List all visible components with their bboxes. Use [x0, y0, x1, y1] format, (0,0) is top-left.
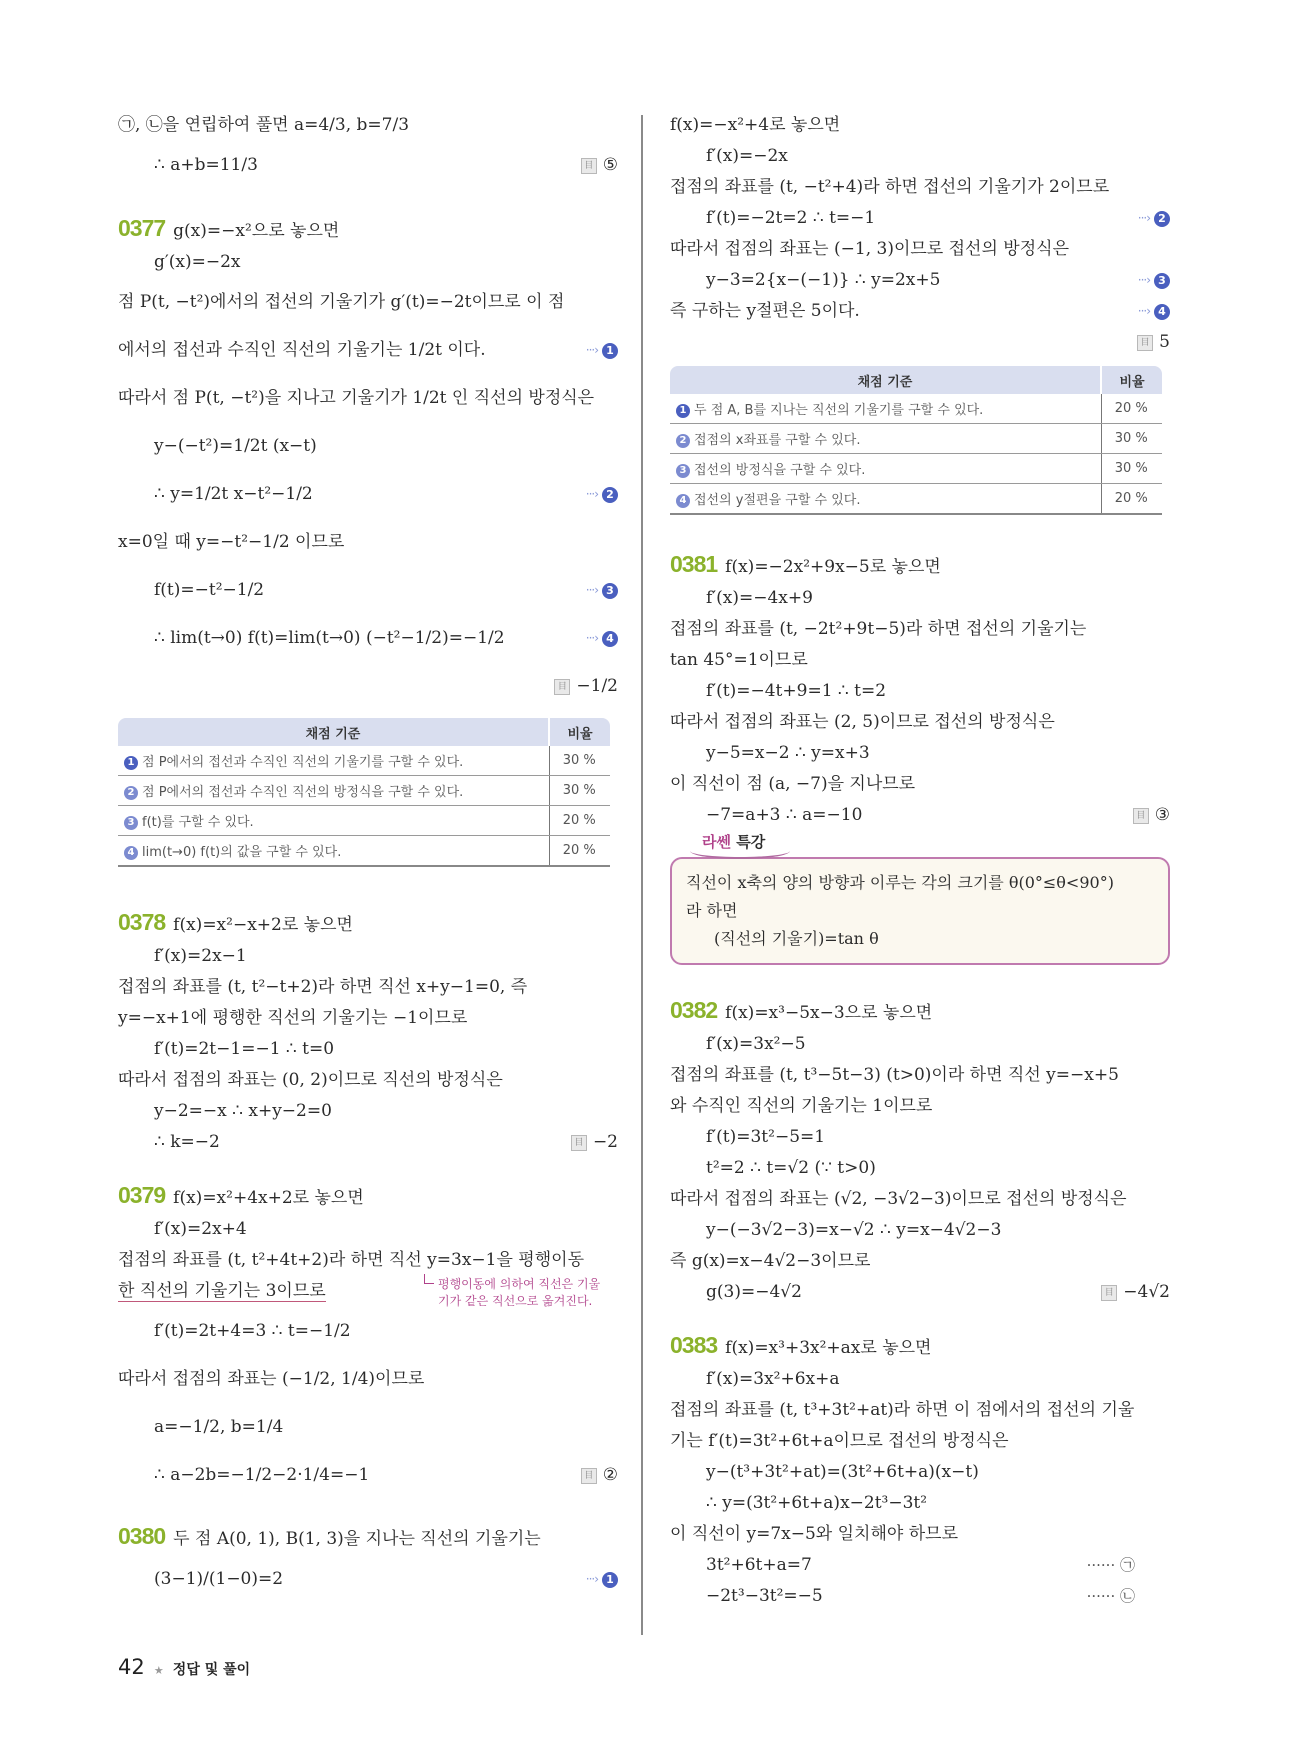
answer-icon: 目 [581, 158, 597, 174]
margin-annotation: 평행이동에 의하여 직선은 기울기가 같은 직선으로 옮겨진다. [438, 1276, 608, 1310]
answer-icon: 目 [1133, 808, 1149, 824]
equation-ref: ······ ㉠ [1086, 1556, 1135, 1574]
step-marker-1: ···› 1 [586, 326, 618, 374]
step-marker-2: ···› 2 [1138, 203, 1170, 234]
problem-number: 0379 [118, 1182, 166, 1208]
table-row: 1 점 P에서의 접선과 수직인 직선의 기울기를 구할 수 있다. 30 % [118, 746, 610, 776]
step-marker-3: ···› 3 [1138, 265, 1170, 296]
problem-0380-continued: f(x)=−x²+4로 놓으면 f′(x)=−2x 접점의 좌표를 (t, −t²+4)라 하면 접선의 기울기가 2이므로 f′(t)=−2t=2 ∴ t=−1 ···› 2 따라서 접점의 좌표는 (−1, 3)이므로 접선의 방정식은 y−3=2{x−(−1)} ∴ y=2x+5 ···› 3 즉 구하는 y절편은 5이다. ···› 4 目 5 채점 기준 비율 1 두 점 A, B를 지나는 직선의 기울기를 구할 수 있다. 20 % 2 접점의 x좌표를 구할 수 있다. 30 % 3 접선의 방정식을 구할 수 있다. 30 % 4 접선의 y절편을 구할 수 있다. 20 % [670, 110, 1170, 515]
grading-table: 채점 기준 비율 1 두 점 A, B를 지나는 직선의 기울기를 구할 수 있다. 20 % 2 접점의 x좌표를 구할 수 있다. 30 % 3 접선의 방정식을 구할 수 있다. 30 % 4 접선의 y절편을 구할 수 있다. 20 % [670, 366, 1162, 515]
answer-mark: 目 ⑤ [581, 141, 618, 189]
answer-mark: 目 5 [1137, 327, 1170, 358]
solution-line: ∴ a+b=11/3 目 ⑤ [118, 141, 618, 189]
answer-mark: 目 −1/2 [554, 662, 618, 710]
problem-number: 0381 [670, 551, 718, 577]
step-marker-2: ···› 2 [586, 470, 618, 518]
answer-icon: 目 [554, 679, 570, 695]
answer-icon: 目 [571, 1135, 587, 1151]
answer-mark: 目 −4√2 [1101, 1277, 1170, 1308]
answer-icon: 目 [581, 1468, 597, 1484]
table-row: 1 두 점 A, B를 지나는 직선의 기울기를 구할 수 있다. 20 % [670, 394, 1162, 424]
column-divider [641, 115, 643, 1635]
left-column [118, 110, 618, 1603]
special-lecture-note: 라쎈 특강 직선이 x축의 양의 방향과 이루는 각의 크기를 θ(0°≤θ<90°) 라 하면 (직선의 기울기)=tan θ [670, 857, 1170, 965]
grading-table: 채점 기준 비율 1 점 P에서의 접선과 수직인 직선의 기울기를 구할 수 있다. 30 % 2 점 P에서의 접선과 수직인 직선의 방정식을 구할 수 있다. 30 % 3 f(t)를 구할 수 있다. 20 % 4 lim(t→0) f(t)의 값을 구할 수 있다. 20 % [118, 718, 610, 867]
note-tab: 라쎈 특강 [702, 831, 765, 852]
step-marker-4: ···› 4 [1138, 296, 1170, 327]
section-title: 정답 및 풀이 [172, 1662, 251, 1678]
answer-mark: 目 −2 [571, 1127, 618, 1158]
problem-number: 0380 [118, 1523, 166, 1549]
answer-icon: 目 [1137, 335, 1153, 351]
step-marker-4: ···› 4 [586, 614, 618, 662]
step-marker-3: ···› 3 [586, 566, 618, 614]
answer-mark: 目 ③ [1133, 800, 1170, 831]
problem-0377: 0377 g(x)=−x²으로 놓으면 g′(x)=−2x 점 P(t, −t²)에서의 접선의 기울기가 g′(t)=−2t이므로 이 점 에서의 접선과 수직인 직선의 기울기는 1/2t 이다. ···› 1 따라서 점 P(t, −t²)을 지나고 기울기가 1/2t 인 직선의 방정식은 y−(−t²)=1/2t (x−t) ∴ y=1/2t x−t²−1/2 ···› 2 x=0일 때 y=−t²−1/2 이므로 f(t)=−t²−1/2 ···› 3 ∴ lim(t→0) f(t)=lim(t→0) (−t²−1/2)=−1/2 ···› 4 目 −1/2 채점 기준 비율 1 점 P에서의 접선과 수직인 직선의 기울기를 구할 수 있다. 30 % 2 점 P에서의 접선과 수직인 직선의 방정식을 구할 수 있다. 30 % 3 f(t)를 구할 수 있다. 20 % 4 lim(t→0) f(t)의 값을 구할 수 있다. 20 % [118, 213, 618, 867]
table-row: 2 점 P에서의 접선과 수직인 직선의 방정식을 구할 수 있다. 30 % [118, 776, 610, 806]
answer-mark: 目 ② [581, 1451, 618, 1499]
problem-0381: 0381 f(x)=−2x²+9x−5로 놓으면 f′(x)=−4x+9 접점의 좌표를 (t, −2t²+9t−5)라 하면 접선의 기울기는 tan 45°=1이므로 f′(t)=−4t+9=1 ∴ t=2 따라서 접점의 좌표는 (2, 5)이므로 접선의 방정식은 y−5=x−2 ∴ y=x+3 이 직선이 점 (a, −7)을 지나므로 −7=a+3 ∴ a=−10 目 ③ [670, 549, 1170, 831]
step-marker-1: ···› 1 [586, 1555, 618, 1603]
answer-icon: 目 [1101, 1285, 1117, 1301]
problem-number: 0382 [670, 997, 718, 1023]
table-row: 2 접점의 x좌표를 구할 수 있다. 30 % [670, 424, 1162, 454]
solution-line: ㉠, ㉡을 연립하여 풀면 a=4/3, b=7/3 [118, 115, 410, 135]
table-row: 4 lim(t→0) f(t)의 값을 구할 수 있다. 20 % [118, 836, 610, 867]
star-icon: ★ [153, 1664, 164, 1677]
table-row: 4 접선의 y절편을 구할 수 있다. 20 % [670, 484, 1162, 515]
problem-number: 0378 [118, 909, 166, 935]
problem-number: 0377 [118, 215, 166, 241]
problem-0378: 0378 f(x)=x²−x+2로 놓으면 f′(x)=2x−1 접점의 좌표를 (t, t²−t+2)라 하면 직선 x+y−1=0, 즉 y=−x+1에 평행한 직선의 기울기는 −1이므로 f′(t)=2t−1=−1 ∴ t=0 따라서 접점의 좌표는 (0, 2)이므로 직선의 방정식은 y−2=−x ∴ x+y−2=0 ∴ k=−2 目 −2 [118, 907, 618, 1158]
table-row: 3 f(t)를 구할 수 있다. 20 % [118, 806, 610, 836]
problem-0383: 0383 f(x)=x³+3x²+ax로 놓으면 f′(x)=3x²+6x+a 접점의 좌표를 (t, t³+3t²+at)라 하면 이 점에서의 접선의 기울 기는 f′(t)=3t²+6t+a이므로 접선의 방정식은 y−(t³+3t²+at)=(3t²+6t+a)(x−t) ∴ y=(3t²+6t+a)x−2t³−3t² 이 직선이 y=7x−5와 일치해야 하므로 3t²+6t+a=7 ······ ㉠ −2t³−3t²=−5 ······ ㉡ [670, 1330, 1170, 1612]
table-row: 3 접선의 방정식을 구할 수 있다. 30 % [670, 454, 1162, 484]
page-number: 42 [118, 1655, 145, 1679]
problem-0380: 0380 두 점 A(0, 1), B(1, 3)을 지나는 직선의 기울기는 (3−1)/(1−0)=2 ···› 1 [118, 1521, 618, 1603]
problem-0379: 0379 f(x)=x²+4x+2로 놓으면 f′(x)=2x+4 접점의 좌표를 (t, t²+4t+2)라 하면 직선 y=3x−1을 평행이동 한 직선의 기울기는 3이므로 평행이동에 의하여 직선은 기울기가 같은 직선으로 옮겨진다. f′(t)=2t+4=3 ∴ t=−1/2 따라서 접점의 좌표는 (−1/2, 1/4)이므로 a=−1/2, b=1/4 ∴ a−2b=−1/2−2·1/4=−1 目 ② [118, 1180, 618, 1499]
problem-number: 0383 [670, 1332, 718, 1358]
right-column [670, 110, 1170, 1612]
problem-0382: 0382 f(x)=x³−5x−3으로 놓으면 f′(x)=3x²−5 접점의 좌표를 (t, t³−5t−3) (t>0)이라 하면 직선 y=−x+5 와 수직인 직선의 기울기는 1이므로 f′(t)=3t²−5=1 t²=2 ∴ t=√2 (∵ t>0) 따라서 접점의 좌표는 (√2, −3√2−3)이므로 접선의 방정식은 y−(−3√2−3)=x−√2 ∴ y=x−4√2−3 즉 g(x)=x−4√2−3이므로 g(3)=−4√2 目 −4√2 [670, 995, 1170, 1308]
equation-ref: ······ ㉡ [1086, 1587, 1135, 1605]
page-footer [118, 1655, 250, 1679]
